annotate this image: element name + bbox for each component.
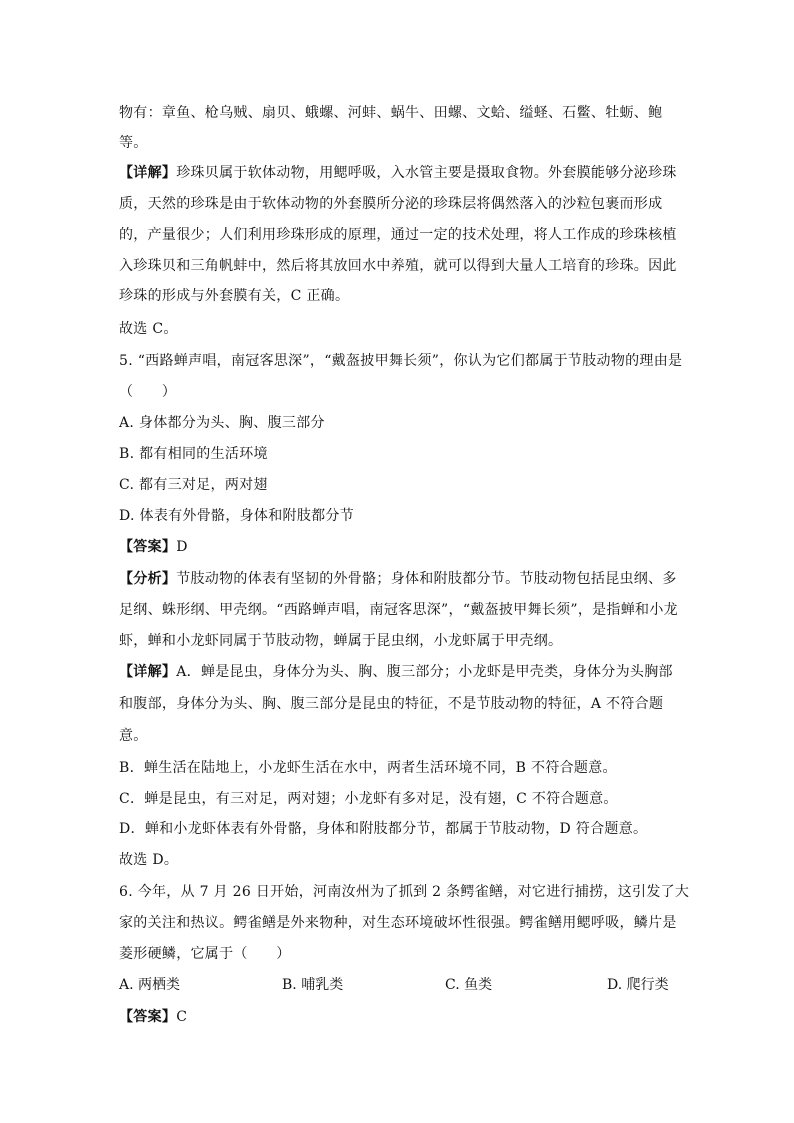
answer-tag: 【答案】	[119, 539, 177, 555]
analysis-line	[119, 569, 677, 589]
question-stem: 6. 今年，从 7 月 26 日开始，河南汝州为了抓到 2 条鳄雀鳝，对它进行捕捞，这引发了大	[119, 884, 690, 900]
text-line: 意。	[119, 728, 148, 744]
detail-paragraph-line	[119, 163, 677, 183]
answer-value: C	[176, 1009, 188, 1025]
text-line: D．蝉和小龙虾体表有外骨骼，身体和附肢都分节，都属于节肢动物，D 符合题意。	[119, 821, 648, 837]
option-a: A. 两栖类	[119, 977, 181, 993]
detail-text: 珍珠贝属于软体动物，用鳃呼吸，入水管主要是摄取食物。外套膜能够分泌珍珠	[176, 165, 677, 181]
detail-paragraph-line	[119, 662, 673, 682]
answer-tag: 【答案】	[119, 1009, 177, 1025]
text-line: 物有：章鱼、枪乌贼、扇贝、蛾螺、河蚌、蜗牛、田螺、文蛤、缢蛏、石鳖、牡蛎、鲍	[119, 105, 663, 121]
question-blank: （ ）	[119, 384, 177, 400]
option-c: C. 都有三对足，两对翅	[119, 477, 268, 493]
analysis-text: 节肢动物的体表有坚韧的外骨骼；身体和附肢都分节。节肢动物包括昆虫纲、多	[176, 571, 677, 587]
answer-line	[119, 537, 188, 557]
text-line: 足纲、蛛形纲、甲壳纲。“西路蝉声唱，南冠客思深”，“戴盔披甲舞长须”，是指蝉和小龙	[119, 602, 678, 618]
answer-value: D	[176, 539, 188, 555]
text-line: 入珍珠贝和三角帆蚌中，然后将其放回水中养殖，就可以得到大量人工培育的珍珠。因此	[119, 258, 677, 274]
text-line: 的，产量很少；人们利用珍珠形成的原理，通过一定的技术处理，将人工作成的珍珠核植	[119, 227, 677, 243]
analysis-tag: 【分析】	[119, 571, 177, 587]
text-line: 等。	[119, 135, 148, 151]
text-line: B．蝉生活在陆地上，小龙虾生活在水中，两者生活环境不同，B 不符合题意。	[119, 760, 617, 776]
text-line: 和腹部，身体分为头、胸、腹三部分是昆虫的特征，不是节肢动物的特征，A 不符合题	[119, 696, 664, 712]
option-d: D. 体表有外骨骼，身体和附肢都分节	[119, 508, 355, 524]
detail-tag: 【详解】	[119, 664, 177, 680]
detail-text: A．蝉是昆虫，身体分为头、胸、腹三部分；小龙虾是甲壳类，身体分为头胸部	[176, 664, 673, 680]
option-a: A. 身体都分为头、胸、腹三部分	[119, 415, 325, 431]
text-line: 家的关注和热议。鳄雀鳝是外来物种，对生态环境破坏性很强。鳄雀鳝用鳃呼吸，鳞片是	[119, 915, 677, 931]
conclusion-line: 故选 C。	[119, 321, 178, 337]
option-c: C. 鱼类	[445, 977, 493, 993]
text-line: 珍珠的形成与外套膜有关，C 正确。	[119, 288, 350, 304]
detail-tag: 【详解】	[119, 165, 177, 181]
answer-line	[119, 1007, 187, 1027]
conclusion-line: 故选 D。	[119, 852, 179, 868]
question-stem: 5. “西路蝉声唱，南冠客思深”，“戴盔披甲舞长须”，你认为它们都属于节肢动物的理由是	[119, 353, 683, 369]
option-d: D. 爬行类	[607, 977, 669, 993]
text-line: 菱形硬鳞，它属于（ ）	[119, 946, 291, 962]
option-b: B. 哺乳类	[282, 977, 344, 993]
text-line: 虾，蝉和小龙虾同属于节肢动物，蝉属于昆虫纲，小龙虾属于甲壳纲。	[119, 633, 563, 649]
text-line: 质，天然的珍珠是由于软体动物的外套膜所分泌的珍珠层将偶然落入的沙粒包裹而形成	[119, 196, 663, 212]
text-line: C．蝉是昆虫，有三对足，两对翅；小龙虾有多对足，没有翅，C 不符合题意。	[119, 791, 618, 807]
option-b: B. 都有相同的生活环境	[119, 446, 268, 462]
